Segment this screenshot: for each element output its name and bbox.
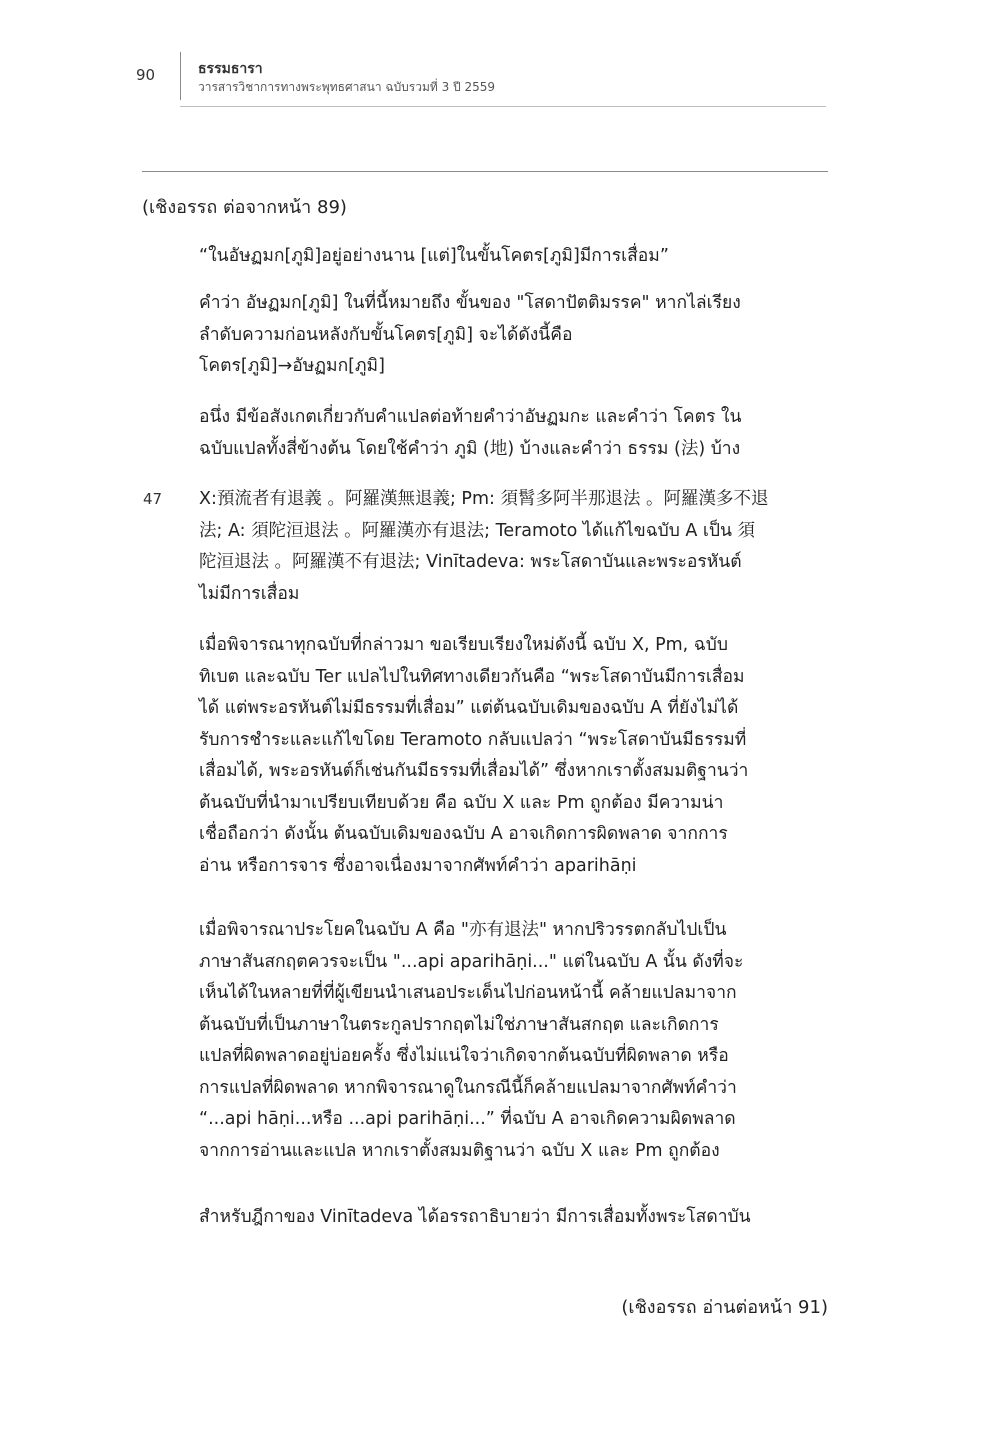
footnote-analysis-paragraph bbox=[199, 915, 827, 1167]
text-line: “ในอัษฏมก[ภูมิ]อยู่อย่างนาน [แต่]ในขั้นโคตร[ภูมิ]มีการเสื่อม” bbox=[199, 246, 669, 266]
header-divider bbox=[180, 52, 181, 100]
text-line: 陀洹退法 。阿羅漢不有退法; Vinītadeva: พระโสดาบันและพระอรหันต์ bbox=[199, 552, 742, 572]
footnote-sources-paragraph bbox=[199, 484, 827, 610]
text-line: ไม่มีการเสื่อม bbox=[199, 583, 300, 604]
text-line: เมื่อพิจารณาประโยคในฉบับ A คือ "亦有退法" หากปริวรรตกลับไปเป็น bbox=[199, 920, 727, 940]
footnote-number: 47 bbox=[143, 490, 163, 508]
text-line: “...api hāṇi...หรือ ...api parihāṇi...” ที่ฉบับ A อาจเกิดความผิดพลาด bbox=[199, 1109, 736, 1129]
text-line: ต้นฉบับที่เป็นภาษาในตระกูลปรากฤตไม่ใช่ภาษาสันสกฤต และเกิดการ bbox=[199, 1014, 719, 1035]
text-line: โคตร[ภูมิ]→อัษฏมก[ภูมิ] bbox=[199, 356, 385, 376]
text-line: รับการชำระและแก้ไขโดย Teramoto กลับแปลว่า “พระโสดาบันมีธรรมที่ bbox=[199, 729, 747, 750]
text-line: จากการอ่านและแปล หากเราตั้งสมมติฐานว่า ฉบับ X และ Pm ถูกต้อง bbox=[199, 1140, 720, 1161]
page-number: 90 bbox=[136, 66, 156, 84]
observation-paragraph bbox=[199, 402, 827, 465]
journal-subtitle: วารสารวิชาการทางพระพุทธศาสนา ฉบับรวมที่ 3 ปี 2559 bbox=[198, 80, 496, 94]
text-line: 法; A: 須陀洹退法 。阿羅漢亦有退法; Teramoto ได้แก้ไขฉบับ A เป็น 須 bbox=[199, 520, 756, 541]
text-line: ฉบับแปลทั้งสี่ข้างต้น โดยใช้คำว่า ภูมิ (地) บ้างและคำว่า ธรรม (法) บ้าง bbox=[199, 438, 741, 459]
footnote-separator bbox=[142, 171, 828, 172]
text-line: เชื่อถือกว่า ดังนั้น ต้นฉบับเดิมของฉบับ A อาจเกิดการผิดพลาด จากการ bbox=[199, 824, 728, 844]
text-line: การแปลที่ผิดพลาด หากพิจารณาดูในกรณีนี้ก็คล้ายแปลมาจากศัพท์คำว่า bbox=[199, 1077, 737, 1098]
footnote-comparison-paragraph bbox=[199, 630, 827, 882]
text-line: อ่าน หรือการจาร ซึ่งอาจเนื่องมาจากศัพท์คำว่า aparihāṇi bbox=[199, 855, 637, 876]
text-line: สำหรับฎีกาของ Vinītadeva ได้อรรถาธิบายว่า มีการเสื่อมทั้งพระโสดาบัน bbox=[199, 1207, 751, 1227]
text-line: เสื่อมได้, พระอรหันต์ก็เช่นกันมีธรรมที่เสื่อมได้” ซึ่งหากเราตั้งสมมติฐานว่า bbox=[199, 761, 749, 781]
text-line: ภาษาสันสกฤตควรจะเป็น "...api aparihāṇi..." แต่ในฉบับ A นั้น ดังที่จะ bbox=[199, 951, 744, 972]
text-line: อนึ่ง มีข้อสังเกตเกี่ยวกับคำแปลต่อท้ายคำว่าอัษฏมกะ และคำว่า โคตร ใน bbox=[199, 407, 742, 427]
text-line: X:預流者有退義 。阿羅漢無退義; Pm: 須髾多阿半那退法 。阿羅漢多不退 bbox=[199, 489, 769, 509]
text-line: แปลที่ผิดพลาดอยู่บ่อยครั้ง ซึ่งไม่แน่ใจว่าเกิดจากต้นฉบับที่ผิดพลาด หรือ bbox=[199, 1046, 729, 1066]
text-line: ต้นฉบับที่นำมาเปรียบเทียบด้วย คือ ฉบับ X และ Pm ถูกต้อง มีความน่า bbox=[199, 792, 724, 813]
text-line: เมื่อพิจารณาทุกฉบับที่กล่าวมา ขอเรียบเรียงใหม่ดังนี้ ฉบับ X, Pm, ฉบับ bbox=[199, 635, 728, 655]
text-line: คำว่า อัษฏมก[ภูมิ] ในที่นี้หมายถึง ขั้นของ "โสดาปัตติมรรค" หากไล่เรียง bbox=[199, 293, 741, 313]
text-line: ทิเบต และฉบับ Ter แปลไปในทิศทางเดียวกันคือ “พระโสดาบันมีการเสื่อม bbox=[199, 666, 745, 687]
text-line: เห็นได้ในหลายที่ที่ผู้เขียนนำเสนอประเด็นไปก่อนหน้านี้ คล้ายแปลมาจาก bbox=[199, 983, 737, 1003]
footnote-commentary-paragraph bbox=[199, 1202, 827, 1234]
quoted-passage bbox=[199, 241, 827, 273]
text-line: ลำดับความก่อนหลังกับขั้นโคตร[ภูมิ] จะได้ดังนี้คือ bbox=[199, 324, 573, 345]
continued-from-note: (เชิงอรรถ ต่อจากหน้า 89) bbox=[142, 197, 347, 218]
text-line: ได้ แต่พระอรหันต์ไม่มีธรรมที่เสื่อม” แต่ต้นฉบับเดิมของฉบับ A ที่ยังไม่ได้ bbox=[199, 698, 739, 718]
term-explanation-paragraph bbox=[199, 288, 827, 383]
continued-to-note: (เชิงอรรถ อ่านต่อหน้า 91) bbox=[621, 1297, 828, 1318]
journal-title: ธรรมธารา bbox=[198, 61, 263, 77]
header-rule bbox=[180, 106, 826, 107]
